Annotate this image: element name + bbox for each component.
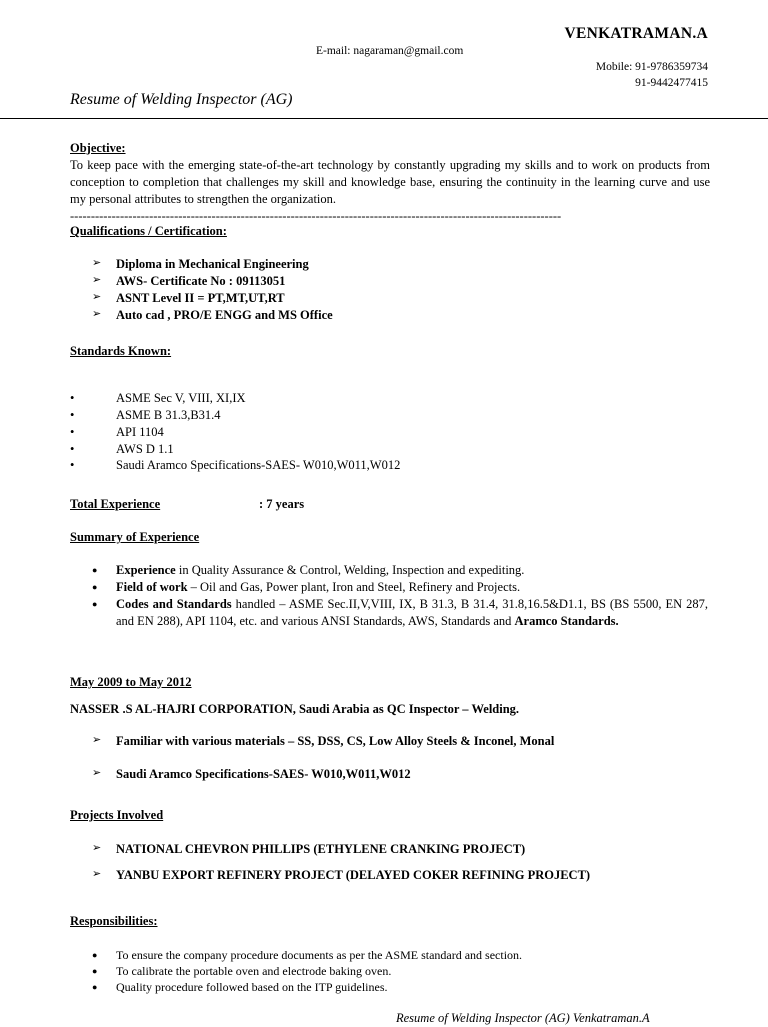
list-item: ➢ ASNT Level II = PT,MT,UT,RT — [70, 290, 710, 307]
list-item: ➢ NATIONAL CHEVRON PHILLIPS (ETHYLENE CRANKING PROJECT) — [70, 841, 710, 858]
summary-bold: Field of work — [116, 579, 188, 594]
summary-heading: Summary of Experience — [70, 530, 200, 544]
qualifications-section — [70, 223, 710, 323]
resume-title: Resume of Welding Inspector (AG) — [70, 91, 293, 108]
total-experience-label: Total Experience — [70, 497, 161, 511]
objective-section — [70, 140, 710, 224]
email-line: E-mail: nagaraman@gmail.com — [316, 45, 464, 57]
summary-text: handled – ASME Sec.II,V,VIII, IX, B 31.3, B 31.4, 31.8,16.5&D1.1, BS (BS 5500, EN 287, and EN 288), API 1104, etc. and various ANSI Standards, AWS, Standards and — [116, 596, 708, 628]
job-company: NASSER .S AL-HAJRI CORPORATION, Saudi Arabia as QC Inspector – Welding. — [70, 701, 520, 716]
list-item: ● Quality procedure followed based on the ITP guidelines. — [70, 979, 710, 995]
job-period: May 2009 to May 2012 — [70, 675, 192, 689]
qualifications-list — [70, 256, 710, 324]
objective-text: To keep pace with the emerging state-of-the-art technology by constantly upgrading my skills and to work on products from conception to completion that challenges my skill and knowledge base, ensuring the continuity in the learning curve and use my personal attributes to strengthen the organization. — [70, 157, 710, 206]
responsibilities-heading: Responsibilities: — [70, 914, 158, 928]
list-item: ● To ensure the company procedure documents as per the ASME standard and section. — [70, 947, 710, 963]
page-footer: Resume of Welding Inspector (AG) Venkatraman.A — [396, 1011, 650, 1025]
list-item: ● To calibrate the portable oven and electrode baking oven. — [70, 963, 710, 979]
standards-section — [70, 343, 710, 474]
mobile-1: Mobile: 91-9786359734 — [595, 61, 708, 73]
summary-section — [70, 529, 710, 629]
list-item: ➢ Saudi Aramco Specifications-SAES- W010,W011,W012 — [70, 766, 710, 783]
list-item: ➢ Diploma in Mechanical Engineering — [70, 256, 710, 273]
mobile-block — [596, 59, 708, 91]
list-item: • ASME B 31.3,B31.4 — [70, 407, 710, 424]
job-section — [70, 674, 710, 783]
total-experience — [70, 496, 710, 513]
summary-list — [70, 562, 710, 630]
summary-bold: Codes and Standards — [116, 596, 232, 611]
list-item: ➢ AWS- Certificate No : 09113051 — [70, 273, 710, 290]
list-item: • Saudi Aramco Specifications-SAES- W010,W011,W012 — [70, 457, 710, 474]
standards-heading: Standards Known: — [70, 344, 172, 358]
list-item: • ASME Sec V, VIII, XI,IX — [70, 390, 710, 407]
summary-bold: Experience — [116, 562, 176, 577]
list-item — [70, 579, 710, 596]
header-divider — [0, 118, 768, 119]
projects-section — [70, 807, 710, 884]
list-item: • AWS D 1.1 — [70, 441, 710, 458]
standards-list — [70, 390, 710, 474]
list-item — [70, 562, 710, 579]
list-item: ➢ Familiar with various materials – SS, DSS, CS, Low Alloy Steels & Inconel, Monal — [70, 733, 710, 750]
projects-heading: Projects Involved — [70, 808, 164, 822]
summary-text: in Quality Assurance & Control, Welding, Inspection and expediting. — [175, 562, 525, 577]
total-experience-value: : 7 years — [259, 497, 305, 511]
responsibilities-section — [70, 913, 710, 995]
list-item: ➢ Auto cad , PRO/E ENGG and MS Office — [70, 307, 710, 324]
candidate-name: VENKATRAMAN.A — [564, 25, 708, 42]
responsibilities-list — [70, 947, 710, 996]
list-item: • API 1104 — [70, 424, 710, 441]
summary-bold-end: Aramco Standards. — [514, 613, 619, 628]
mobile-2: 91-9442477415 — [635, 77, 708, 90]
list-item — [70, 596, 710, 630]
projects-list — [70, 841, 710, 884]
job-list — [70, 733, 710, 783]
list-item: ➢ YANBU EXPORT REFINERY PROJECT (DELAYED COKER REFINING PROJECT) — [70, 867, 710, 884]
objective-divider: ---------------------------------------------------------------------------------------------------------------------- — [70, 208, 562, 223]
summary-text: – Oil and Gas, Power plant, Iron and Steel, Refinery and Projects. — [187, 579, 521, 594]
objective-heading: Objective: — [70, 141, 126, 155]
qualifications-heading: Qualifications / Certification: — [70, 224, 227, 238]
